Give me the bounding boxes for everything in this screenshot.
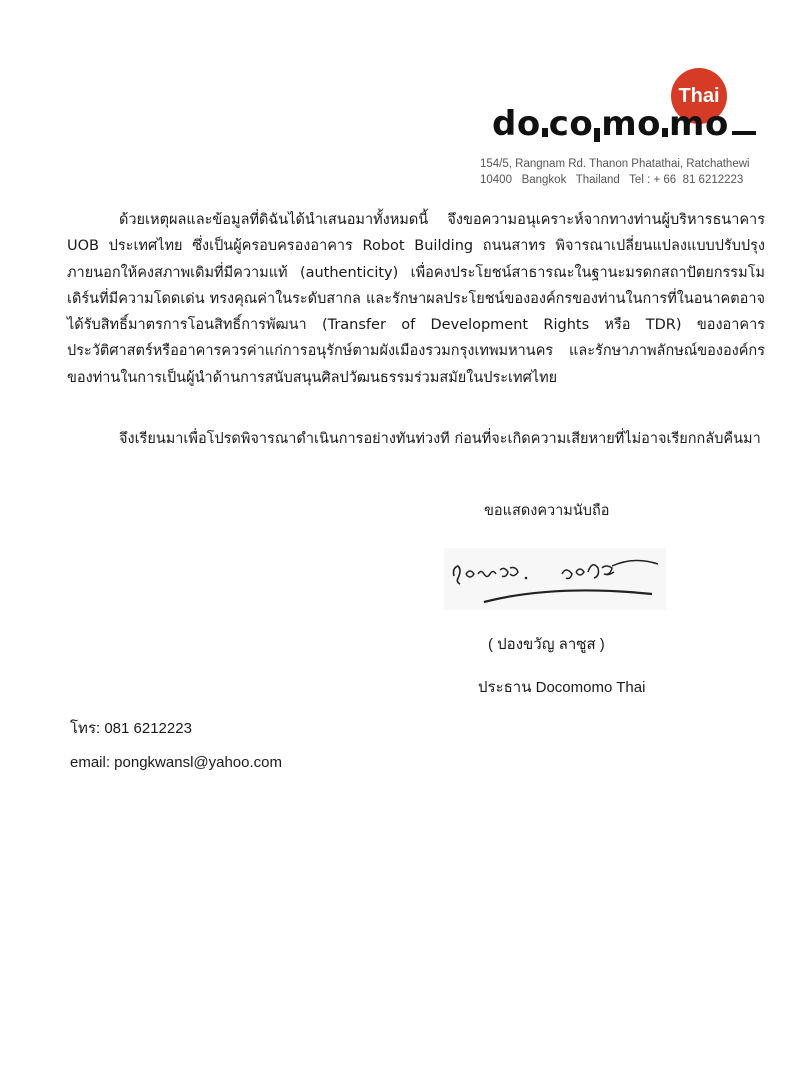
logo-separator: [542, 128, 548, 137]
logo-part: mo: [669, 104, 729, 144]
signer-name: ( ปองขวัญ ลาซูส ): [488, 636, 605, 653]
logo-separator: [594, 128, 600, 142]
logo-underscore: [732, 131, 756, 135]
contact-phone: โทร: 081 6212223: [70, 720, 192, 737]
body-paragraph-1: ด้วยเหตุผลและข้อมูลที่ดิฉันได้นำเสนอมาทั้งหมดนี้ จึงขอความอนุเคราะห์จากทางท่านผู้บริหารธนาคาร UOB ประเทศไทย ซึ่งเป็นผู้ครอบครองอาคาร Robot Building ถนนสาทร พิจารณาเปลี่ยนแปลงแบบปรับปรุงภายนอกให้คงสภาพเดิมที่มีความแท้ (authenticity) เพื่อคงประโยชน์สาธารณะในฐานะมรดกสถาปัตยกรรมโมเดิร์นที่มีความโดดเด่น ทรงคุณค่าในระดับสากล และรักษาผลประโยชน์ขององค์กรของท่านในการที่ในอนาคตอาจได้รับสิทธิ์มาตรการโอนสิทธิ์การพัฒนา (Transfer of Development Rights หรือ TDR) ของอาคารประวัติศาสตร์หรืออาคารควรค่าแก่การอนุรักษ์ตามผังเมืองรวมกรุงเทพมหานคร และรักษาภาพลักษณ์ขององค์กรของท่านในการเป็นผู้นำด้านการสนับสนุนศิลปวัฒนธรรมร่วมสมัยในประเทศไทย: [67, 212, 765, 386]
logo-separator: [662, 128, 668, 137]
contact-email: email: pongkwansl@yahoo.com: [70, 754, 282, 771]
signature-image: [444, 548, 666, 610]
docomomo-logo: [492, 104, 756, 144]
body-paragraph-2: จึงเรียนมาเพื่อโปรดพิจารณาดำเนินการอย่างทันท่วงที ก่อนที่จะเกิดความเสียหายที่ไม่อาจเรียกกลับคืนมา: [119, 431, 761, 447]
letter-body: [67, 207, 765, 391]
signature-icon: [444, 548, 666, 610]
letter-body-closing: [67, 426, 765, 452]
badge-text: Thai: [678, 84, 720, 107]
address-line-1: 154/5, Rangnam Rd. Thanon Phatathai, Ratchathewi: [480, 158, 750, 170]
letterhead: [480, 60, 780, 190]
address-line-2: 10400 Bangkok Thailand Tel : + 66 81 6212223: [480, 174, 744, 186]
logo-part: co: [548, 104, 594, 144]
logo-part: do: [492, 104, 541, 144]
logo-part: mo: [601, 104, 662, 144]
salutation: ขอแสดงความนับถือ: [484, 503, 610, 519]
letterhead-address: [480, 156, 750, 188]
signer-title: ประธาน Docomomo Thai: [478, 679, 646, 696]
